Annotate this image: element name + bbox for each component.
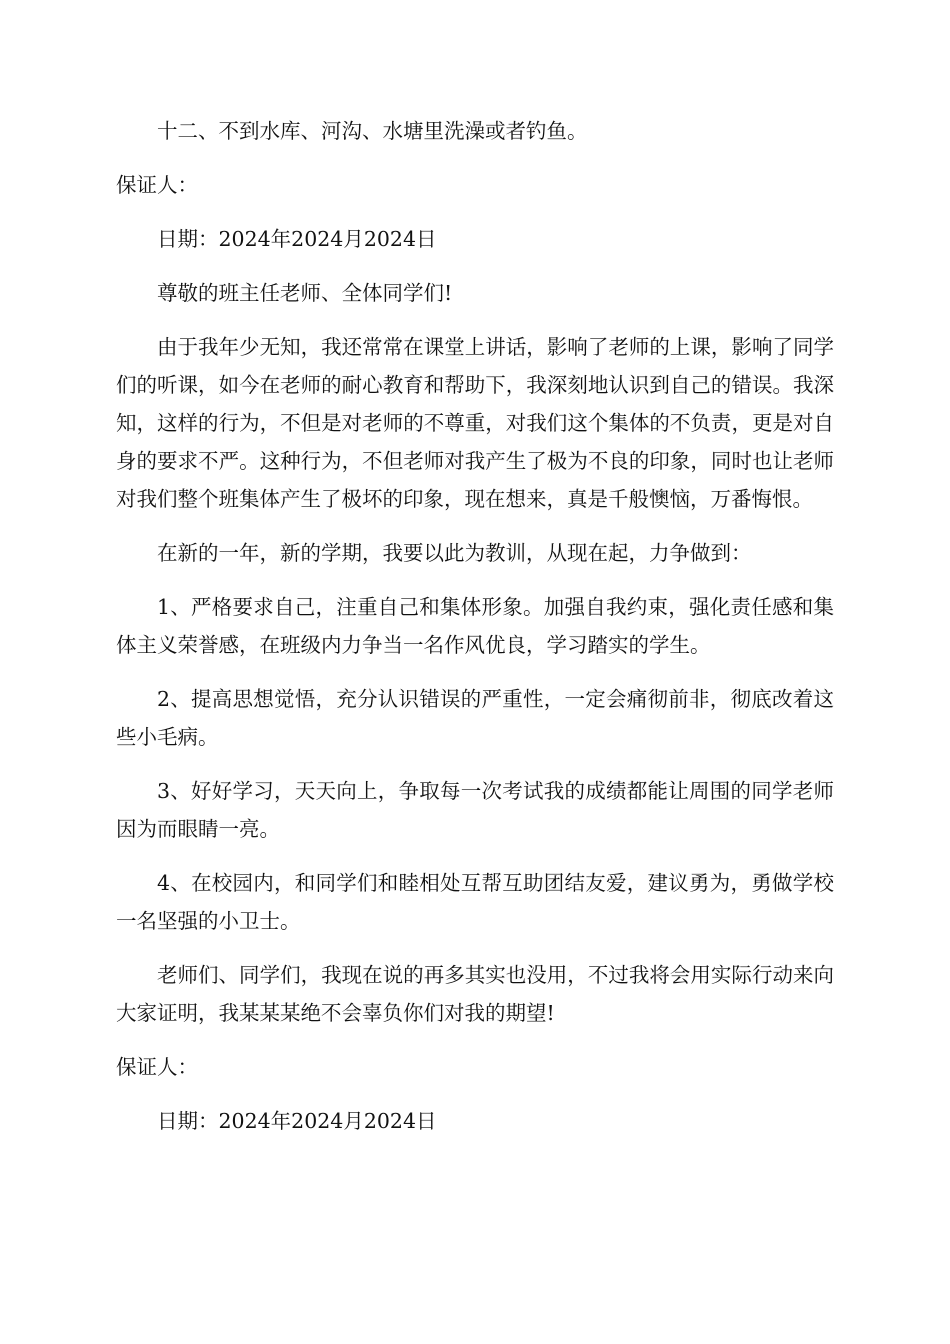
list-item-4: 4、在校园内，和同学们和睦相处互帮互助团结友爱，建议勇为，勇做学校一名坚强的小卫士。 — [116, 871, 834, 933]
document-body — [116, 112, 834, 1156]
paragraph-item-12: 十二、不到水库、河沟、水塘里洗澡或者钓鱼。 — [157, 119, 588, 143]
paragraph-body: 由于我年少无知，我还常常在课堂上讲话，影响了老师的上课，影响了同学们的听课，如今在老师的耐心教育和帮助下，我深刻地认识到自己的错误。我深知，这样的行为，不但是对老师的不尊重，对我们这个集体的不负责，更是对自身的要求不严。这种行为，不但老师对我产生了极为不良的印象，同时也让老师对我们整个班集体产生了极坏的印象，现在想来，真是千般懊恼，万番悔恨。 — [116, 335, 834, 511]
list-item-3: 3、好好学习，天天向上，争取每一次考试我的成绩都能让周围的同学老师因为而眼睛一亮。 — [116, 779, 834, 841]
salutation: 尊敬的班主任老师、全体同学们! — [157, 281, 453, 305]
paragraph-intro: 在新的一年，新的学期，我要以此为教训，从现在起，力争做到： — [157, 541, 752, 565]
list-item-2: 2、提高思想觉悟，充分认识错误的严重性，一定会痛彻前非，彻底改着这些小毛病。 — [116, 687, 834, 749]
date-line: 日期：2024年2024月2024日 — [157, 1109, 437, 1133]
closing-paragraph: 老师们、同学们，我现在说的再多其实也没用，不过我将会用实际行动来向大家证明，我某某某绝不会辜负你们对我的期望! — [116, 963, 834, 1025]
guarantor-label: 保证人： — [116, 173, 198, 197]
list-item-1: 1、严格要求自己，注重自己和集体形象。加强自我约束，强化责任感和集体主义荣誉感，在班级内力争当一名作风优良，学习踏实的学生。 — [116, 595, 834, 657]
guarantor-label: 保证人： — [116, 1055, 198, 1079]
date-line: 日期：2024年2024月2024日 — [157, 227, 437, 251]
